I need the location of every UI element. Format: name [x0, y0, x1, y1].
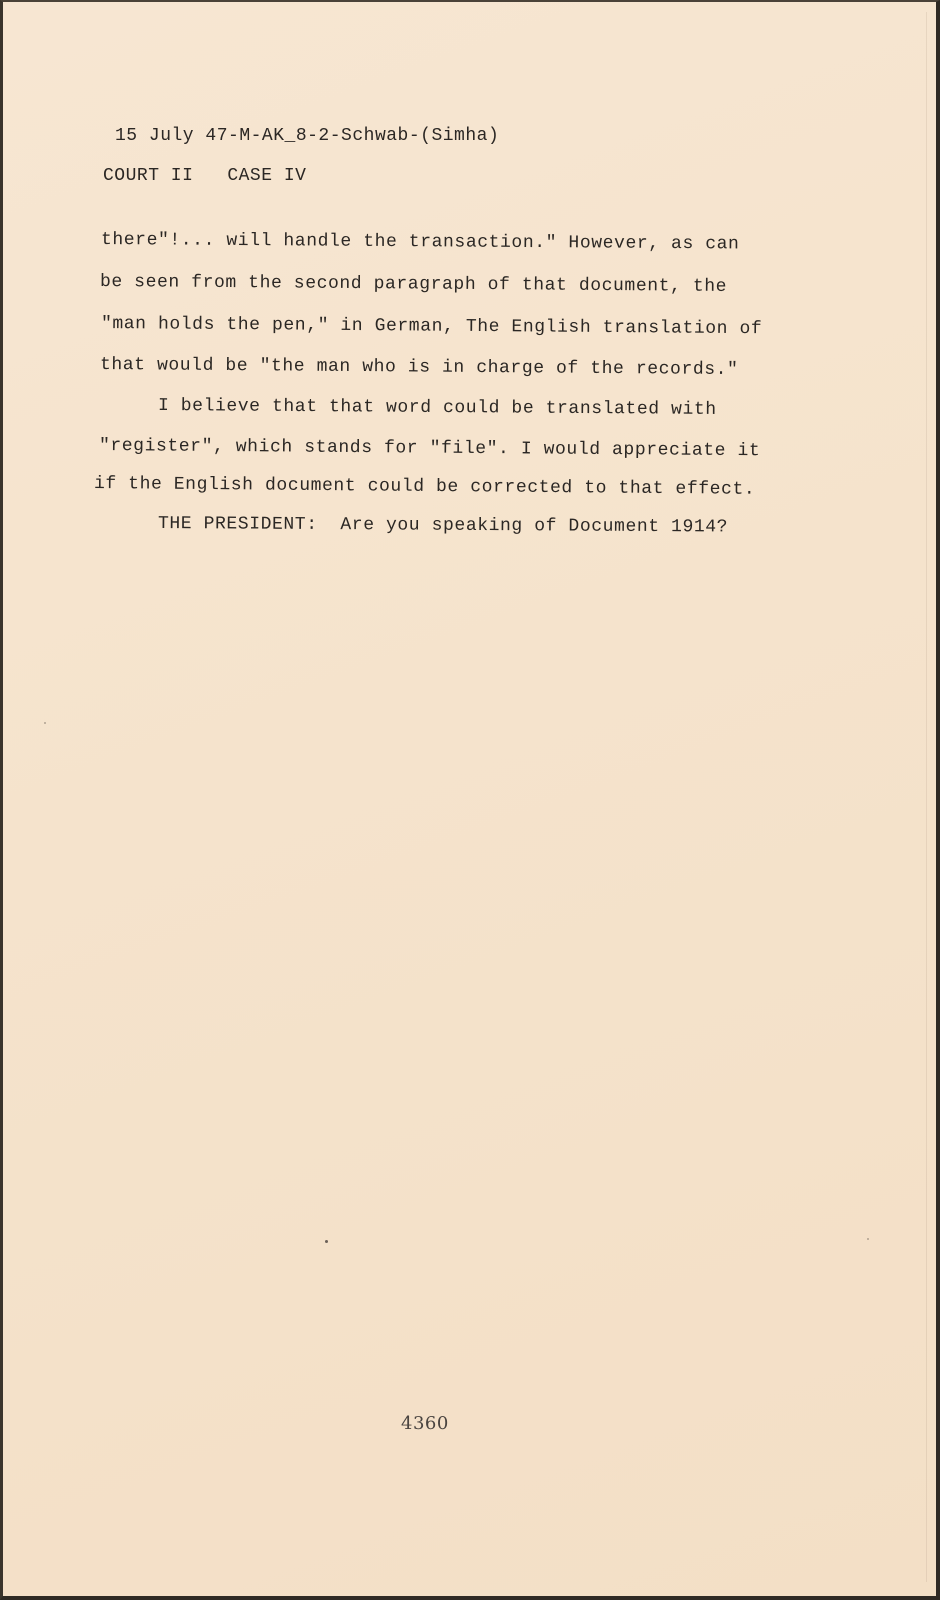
court-case-line: COURT II CASE IV	[103, 166, 307, 186]
page-number: 4360	[401, 1413, 449, 1434]
body-line-6: "register", which stands for "file". I would appreciate it	[98, 436, 761, 462]
body-line-1: there"!... will handle the transaction." However, as can	[100, 230, 740, 255]
president-question-line: THE PRESIDENT: Are you speaking of Document 1914?	[157, 514, 729, 538]
body-line-2: be seen from the second paragraph of that document, the	[99, 272, 728, 297]
body-line-4: that would be "the man who is in charge of the records."	[99, 355, 739, 381]
page-fold-line	[926, 12, 927, 1582]
body-line-3: "man holds the pen," in German, The English translation of	[100, 314, 763, 340]
paper-speck	[867, 1238, 869, 1240]
paper-speck	[44, 722, 46, 724]
document-id-line: 15 July 47-M-AK_8-2-Schwab-(Simha)	[115, 126, 500, 146]
body-line-7: if the English document could be corrected to that effect.	[93, 474, 756, 500]
body-line-5: I believe that that word could be translated with	[157, 396, 717, 420]
paper-speck	[325, 1240, 328, 1243]
